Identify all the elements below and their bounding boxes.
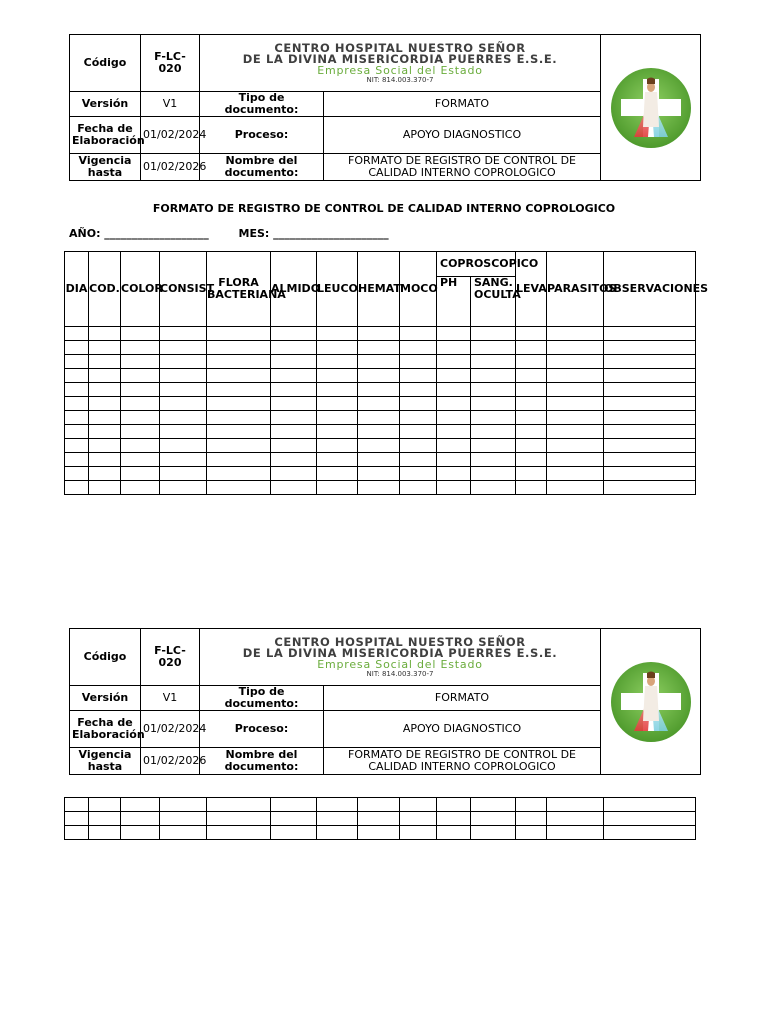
table-cell[interactable] xyxy=(516,798,547,812)
table-cell[interactable] xyxy=(547,453,604,467)
table-cell[interactable] xyxy=(471,425,516,439)
table-cell[interactable] xyxy=(160,397,207,411)
table-cell[interactable] xyxy=(400,439,437,453)
table-row xyxy=(65,425,696,439)
table-cell[interactable] xyxy=(271,826,317,840)
table-cell[interactable] xyxy=(89,425,121,439)
table-cell[interactable] xyxy=(547,411,604,425)
table-cell[interactable] xyxy=(271,798,317,812)
table-cell[interactable] xyxy=(271,425,317,439)
table-cell[interactable] xyxy=(471,397,516,411)
table-cell[interactable] xyxy=(547,341,604,355)
table-row xyxy=(65,453,696,467)
table-cell[interactable] xyxy=(89,812,121,826)
table-cell[interactable] xyxy=(516,341,547,355)
table-cell[interactable] xyxy=(516,355,547,369)
table-cell[interactable] xyxy=(89,798,121,812)
table-cell[interactable] xyxy=(471,341,516,355)
table-cell[interactable] xyxy=(121,397,160,411)
table-cell[interactable] xyxy=(547,467,604,481)
table-cell[interactable] xyxy=(400,798,437,812)
table-cell[interactable] xyxy=(437,397,471,411)
table-cell[interactable] xyxy=(604,355,696,369)
table-cell[interactable] xyxy=(604,411,696,425)
table-cell[interactable] xyxy=(437,411,471,425)
table-cell[interactable] xyxy=(400,411,437,425)
table-cell[interactable] xyxy=(317,798,358,812)
col-moco: MOCO xyxy=(400,252,437,327)
table-cell[interactable] xyxy=(160,425,207,439)
table-cell[interactable] xyxy=(317,369,358,383)
table-cell[interactable] xyxy=(89,341,121,355)
table-cell[interactable] xyxy=(160,453,207,467)
table-cell[interactable] xyxy=(358,826,400,840)
institution-type: Empresa Social del Estado xyxy=(317,63,483,77)
codigo-value: F-LC-020 xyxy=(141,35,200,92)
table-cell[interactable] xyxy=(437,327,471,341)
table-cell[interactable] xyxy=(437,369,471,383)
table-row xyxy=(65,481,696,495)
table-cell[interactable] xyxy=(65,467,89,481)
table-cell[interactable] xyxy=(317,467,358,481)
divine-mercy-cross-icon xyxy=(610,661,692,743)
period-line xyxy=(69,227,389,240)
table-cell[interactable] xyxy=(207,327,271,341)
coprologic-log-table-continued xyxy=(64,797,696,840)
col-coproscopico: COPROSCOPICO xyxy=(437,252,516,277)
table-cell[interactable] xyxy=(400,341,437,355)
table-cell[interactable] xyxy=(604,341,696,355)
table-cell[interactable] xyxy=(358,481,400,495)
table-cell[interactable] xyxy=(471,467,516,481)
table-cell[interactable] xyxy=(516,411,547,425)
table-cell[interactable] xyxy=(207,355,271,369)
table-cell[interactable] xyxy=(207,453,271,467)
table-cell[interactable] xyxy=(358,341,400,355)
table-cell[interactable] xyxy=(437,439,471,453)
table-cell[interactable] xyxy=(516,397,547,411)
table-cell[interactable] xyxy=(358,411,400,425)
col-consist: CONSIST xyxy=(160,252,207,327)
table-cell[interactable] xyxy=(89,826,121,840)
tipo-label: Tipo de documento: xyxy=(200,686,324,711)
table-cell[interactable] xyxy=(89,355,121,369)
table-cell[interactable] xyxy=(65,439,89,453)
table-cell[interactable] xyxy=(121,383,160,397)
table-cell[interactable] xyxy=(400,327,437,341)
table-cell[interactable] xyxy=(358,369,400,383)
table-cell[interactable] xyxy=(358,383,400,397)
table-cell[interactable] xyxy=(400,355,437,369)
table-cell[interactable] xyxy=(271,369,317,383)
logo-cell xyxy=(601,629,701,775)
table-cell[interactable] xyxy=(604,812,696,826)
table-cell[interactable] xyxy=(317,453,358,467)
tipo-value: FORMATO xyxy=(324,686,601,711)
table-cell[interactable] xyxy=(604,439,696,453)
table-cell[interactable] xyxy=(89,411,121,425)
table-row xyxy=(65,411,696,425)
table-cell[interactable] xyxy=(121,355,160,369)
divine-mercy-cross-icon xyxy=(610,67,692,149)
table-cell[interactable] xyxy=(317,425,358,439)
table-cell[interactable] xyxy=(547,355,604,369)
nombre-value: FORMATO DE REGISTRO DE CONTROL DE CALIDAD INTERNO COPROLOGICO xyxy=(324,748,601,775)
table-cell[interactable] xyxy=(437,798,471,812)
table-cell[interactable] xyxy=(604,425,696,439)
table-cell[interactable] xyxy=(207,341,271,355)
table-cell[interactable] xyxy=(604,453,696,467)
tipo-value: FORMATO xyxy=(324,92,601,117)
table-cell[interactable] xyxy=(358,327,400,341)
col-dia: DIA xyxy=(65,252,89,327)
table-cell[interactable] xyxy=(65,411,89,425)
table-cell[interactable] xyxy=(89,369,121,383)
col-color: COLOR xyxy=(121,252,160,327)
table-cell[interactable] xyxy=(437,453,471,467)
institution-type: Empresa Social del Estado xyxy=(317,657,483,671)
table-cell[interactable] xyxy=(317,397,358,411)
table-cell[interactable] xyxy=(471,481,516,495)
codigo-label: Código xyxy=(70,629,141,686)
table-cell[interactable] xyxy=(65,481,89,495)
table-cell[interactable] xyxy=(471,826,516,840)
table-cell[interactable] xyxy=(471,439,516,453)
table-cell[interactable] xyxy=(358,453,400,467)
table-cell[interactable] xyxy=(121,439,160,453)
table-cell[interactable] xyxy=(516,425,547,439)
table-cell[interactable] xyxy=(271,467,317,481)
table-cell[interactable] xyxy=(604,369,696,383)
table-cell[interactable] xyxy=(547,798,604,812)
table-cell[interactable] xyxy=(207,425,271,439)
table-cell[interactable] xyxy=(271,327,317,341)
table-cell[interactable] xyxy=(547,439,604,453)
table-cell[interactable] xyxy=(121,369,160,383)
table-cell[interactable] xyxy=(547,383,604,397)
table-cell[interactable] xyxy=(358,425,400,439)
table-cell[interactable] xyxy=(358,467,400,481)
table-cell[interactable] xyxy=(121,798,160,812)
table-cell[interactable] xyxy=(317,383,358,397)
table-row xyxy=(65,467,696,481)
version-value: V1 xyxy=(141,686,200,711)
fecha-label: Fecha de Elaboración xyxy=(70,711,141,748)
col-leuco: LEUCO. xyxy=(317,252,358,327)
table-cell[interactable] xyxy=(471,411,516,425)
month-field[interactable]: MES: _____________________ xyxy=(238,227,389,240)
table-cell[interactable] xyxy=(207,383,271,397)
table-cell[interactable] xyxy=(207,411,271,425)
table-cell[interactable] xyxy=(160,439,207,453)
table-cell[interactable] xyxy=(121,327,160,341)
proceso-value: APOYO DIAGNOSTICO xyxy=(324,117,601,154)
table-cell[interactable] xyxy=(121,411,160,425)
table-cell[interactable] xyxy=(207,826,271,840)
table-cell[interactable] xyxy=(547,812,604,826)
fecha-value: 01/02/2024 xyxy=(141,117,200,154)
institution-name-line1: CENTRO HOSPITAL NUESTRO SEÑOR xyxy=(274,634,526,649)
table-cell[interactable] xyxy=(160,341,207,355)
table-cell[interactable] xyxy=(121,467,160,481)
table-cell[interactable] xyxy=(471,327,516,341)
table-cell[interactable] xyxy=(271,439,317,453)
table-cell[interactable] xyxy=(207,798,271,812)
table-cell[interactable] xyxy=(89,481,121,495)
table-cell[interactable] xyxy=(516,826,547,840)
table-cell[interactable] xyxy=(317,355,358,369)
table-cell[interactable] xyxy=(471,798,516,812)
table-cell[interactable] xyxy=(547,397,604,411)
col-almido: ALMIDO xyxy=(271,252,317,327)
table-cell[interactable] xyxy=(358,798,400,812)
document-header-page2 xyxy=(69,628,701,775)
table-cell[interactable] xyxy=(65,826,89,840)
col-ph: PH xyxy=(437,277,471,327)
institution-name-line2: DE LA DIVINA MISERICORDIA PUERRES E.S.E. xyxy=(242,645,558,660)
table-cell[interactable] xyxy=(471,453,516,467)
codigo-label: Código xyxy=(70,35,141,92)
table-cell[interactable] xyxy=(121,453,160,467)
table-cell[interactable] xyxy=(65,327,89,341)
col-leva: LEVA xyxy=(516,252,547,327)
table-cell[interactable] xyxy=(437,383,471,397)
table-cell[interactable] xyxy=(207,812,271,826)
table-cell[interactable] xyxy=(437,341,471,355)
table-cell[interactable] xyxy=(437,481,471,495)
table-cell[interactable] xyxy=(358,439,400,453)
table-cell[interactable] xyxy=(358,812,400,826)
table-cell[interactable] xyxy=(400,425,437,439)
table-cell[interactable] xyxy=(604,397,696,411)
table-cell[interactable] xyxy=(317,327,358,341)
proceso-label: Proceso: xyxy=(200,711,324,748)
table-cell[interactable] xyxy=(271,383,317,397)
table-cell[interactable] xyxy=(516,812,547,826)
table-cell[interactable] xyxy=(400,383,437,397)
table-row xyxy=(65,355,696,369)
table-cell[interactable] xyxy=(400,397,437,411)
table-row xyxy=(65,383,696,397)
table-cell[interactable] xyxy=(317,826,358,840)
table-cell[interactable] xyxy=(516,481,547,495)
table-cell[interactable] xyxy=(317,812,358,826)
table-cell[interactable] xyxy=(400,826,437,840)
table-cell[interactable] xyxy=(207,439,271,453)
document-title: FORMATO DE REGISTRO DE CONTROL DE CALIDAD INTERNO COPROLOGICO xyxy=(152,202,616,215)
table-cell[interactable] xyxy=(65,383,89,397)
table-cell[interactable] xyxy=(317,481,358,495)
vigencia-label: Vigencia hasta xyxy=(70,154,141,181)
table-cell[interactable] xyxy=(271,341,317,355)
table-cell[interactable] xyxy=(516,439,547,453)
table-cell[interactable] xyxy=(89,453,121,467)
institution-nit: NIT: 814.003.370-7 xyxy=(366,75,434,84)
table-cell[interactable] xyxy=(160,355,207,369)
table-cell[interactable] xyxy=(437,812,471,826)
table-cell[interactable] xyxy=(207,467,271,481)
nombre-label: Nombre del documento: xyxy=(200,748,324,775)
table-cell[interactable] xyxy=(160,481,207,495)
vigencia-value: 01/02/2026 xyxy=(141,154,200,181)
proceso-value: APOYO DIAGNOSTICO xyxy=(324,711,601,748)
institution-banner xyxy=(200,35,601,92)
table-row xyxy=(65,369,696,383)
table-cell[interactable] xyxy=(400,481,437,495)
table-cell[interactable] xyxy=(471,812,516,826)
table-cell[interactable] xyxy=(400,369,437,383)
table-cell[interactable] xyxy=(547,826,604,840)
table-cell[interactable] xyxy=(271,812,317,826)
table-cell[interactable] xyxy=(516,369,547,383)
table-cell[interactable] xyxy=(89,439,121,453)
table-cell[interactable] xyxy=(471,383,516,397)
nombre-label: Nombre del documento: xyxy=(200,154,324,181)
table-cell[interactable] xyxy=(65,341,89,355)
table-cell[interactable] xyxy=(160,812,207,826)
table-cell[interactable] xyxy=(121,481,160,495)
col-flora: FLORA BACTERIANA xyxy=(207,252,271,327)
table-cell[interactable] xyxy=(271,355,317,369)
table-cell[interactable] xyxy=(160,369,207,383)
version-value: V1 xyxy=(141,92,200,117)
table-cell[interactable] xyxy=(207,481,271,495)
nombre-value: FORMATO DE REGISTRO DE CONTROL DE CALIDAD INTERNO COPROLOGICO xyxy=(324,154,601,181)
table-cell[interactable] xyxy=(437,467,471,481)
logo-cell xyxy=(601,35,701,181)
proceso-label: Proceso: xyxy=(200,117,324,154)
table-cell[interactable] xyxy=(547,481,604,495)
table-row xyxy=(65,439,696,453)
table-cell[interactable] xyxy=(65,425,89,439)
table-cell[interactable] xyxy=(89,383,121,397)
version-label: Versión xyxy=(70,686,141,711)
table-cell[interactable] xyxy=(121,341,160,355)
table-cell[interactable] xyxy=(604,327,696,341)
table-cell[interactable] xyxy=(317,411,358,425)
document-header xyxy=(69,34,701,181)
year-field[interactable]: AÑO: ___________________ xyxy=(69,227,209,240)
table-cell[interactable] xyxy=(547,369,604,383)
table-cell[interactable] xyxy=(516,453,547,467)
table-cell[interactable] xyxy=(121,425,160,439)
table-cell[interactable] xyxy=(400,812,437,826)
institution-banner xyxy=(200,629,601,686)
col-hemat: HEMAT xyxy=(358,252,400,327)
version-label: Versión xyxy=(70,92,141,117)
table-cell[interactable] xyxy=(160,411,207,425)
vigencia-value: 01/02/2026 xyxy=(141,748,200,775)
table-cell[interactable] xyxy=(547,327,604,341)
table-row xyxy=(65,826,696,840)
table-cell[interactable] xyxy=(437,425,471,439)
table-cell[interactable] xyxy=(604,481,696,495)
tipo-label: Tipo de documento: xyxy=(200,92,324,117)
table-cell[interactable] xyxy=(65,397,89,411)
table-cell[interactable] xyxy=(160,826,207,840)
table-cell[interactable] xyxy=(358,355,400,369)
table-cell[interactable] xyxy=(160,798,207,812)
table-cell[interactable] xyxy=(516,467,547,481)
table-cell[interactable] xyxy=(604,826,696,840)
table-cell[interactable] xyxy=(65,355,89,369)
table-cell[interactable] xyxy=(121,812,160,826)
table-cell[interactable] xyxy=(471,369,516,383)
vigencia-label: Vigencia hasta xyxy=(70,748,141,775)
table-cell[interactable] xyxy=(437,826,471,840)
table-cell[interactable] xyxy=(65,812,89,826)
table-cell[interactable] xyxy=(271,411,317,425)
table-cell[interactable] xyxy=(317,439,358,453)
col-parasitos: PARASITOS xyxy=(547,252,604,327)
table-cell[interactable] xyxy=(207,369,271,383)
table-cell[interactable] xyxy=(516,383,547,397)
table-cell[interactable] xyxy=(604,467,696,481)
table-cell[interactable] xyxy=(400,453,437,467)
table-cell[interactable] xyxy=(65,798,89,812)
table-cell[interactable] xyxy=(271,397,317,411)
table-cell[interactable] xyxy=(547,425,604,439)
institution-name-line1: CENTRO HOSPITAL NUESTRO SEÑOR xyxy=(274,40,526,55)
table-row xyxy=(65,327,696,341)
table-cell[interactable] xyxy=(207,397,271,411)
codigo-value: F-LC-020 xyxy=(141,629,200,686)
table-row xyxy=(65,812,696,826)
table-cell[interactable] xyxy=(437,355,471,369)
table-cell[interactable] xyxy=(271,453,317,467)
fecha-value: 01/02/2024 xyxy=(141,711,200,748)
table-cell[interactable] xyxy=(604,383,696,397)
table-cell[interactable] xyxy=(400,467,437,481)
table-cell[interactable] xyxy=(516,327,547,341)
col-cod: COD. xyxy=(89,252,121,327)
table-cell[interactable] xyxy=(89,327,121,341)
table-cell[interactable] xyxy=(471,355,516,369)
table-row xyxy=(65,397,696,411)
table-row xyxy=(65,341,696,355)
institution-nit: NIT: 814.003.370-7 xyxy=(366,669,434,678)
col-sangre-oculta: SANG. OCULTA xyxy=(471,277,516,327)
table-cell[interactable] xyxy=(89,397,121,411)
table-cell[interactable] xyxy=(160,383,207,397)
table-row xyxy=(65,798,696,812)
table-cell[interactable] xyxy=(604,798,696,812)
table-cell[interactable] xyxy=(65,453,89,467)
table-cell[interactable] xyxy=(317,341,358,355)
table-cell[interactable] xyxy=(358,397,400,411)
fecha-label: Fecha de Elaboración xyxy=(70,117,141,154)
institution-name-line2: DE LA DIVINA MISERICORDIA PUERRES E.S.E. xyxy=(242,51,558,66)
coprologic-log-table xyxy=(64,251,709,495)
table-cell[interactable] xyxy=(65,369,89,383)
table-cell[interactable] xyxy=(121,826,160,840)
table-cell[interactable] xyxy=(160,327,207,341)
table-cell[interactable] xyxy=(271,481,317,495)
table-cell[interactable] xyxy=(160,467,207,481)
col-observaciones: OBSERVACIONES xyxy=(604,252,696,327)
table-cell[interactable] xyxy=(89,467,121,481)
